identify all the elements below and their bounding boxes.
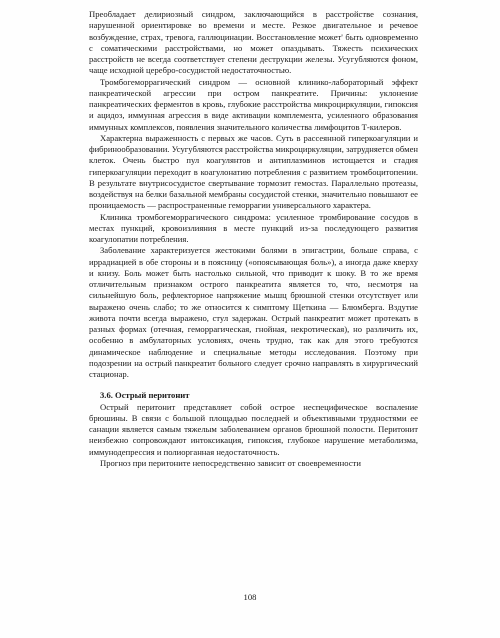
paragraph-syndrome-clinic: Клиника тромбогеморрагического синдрома: усиленное тромбирование сосудов в местах пункций, кровоизлияния в месте пункций из-за последующего развития коагулопатии потребления.	[89, 211, 418, 244]
paragraph-peritonitis-definition: Острый перитонит представляет собой острое неспецифическое воспаление брюшины. В связи с большой площадью последней и объективными трудностями ее санации является самым тяжелым заболеванием органов брюшной полости. Перитонит неизбежно сопровождают интоксикация, гипоксия, глубокое нарушение метаболизма, иммунодепрессия и полиорганная недостаточность.	[89, 401, 418, 457]
paragraph-thrombohemorrhagic-syndrome: Тромбогеморрагический синдром — основной клинико-лабораторный эффект панкреатической агрессии при остром панкреатите. Причины: уклонение панкреатических ферментов в кровь, глубокие расстройства микроциркуляции, гипоксия и ацидоз, иммунная агрессия в виде активации комплемента, усиленного образования иммунных комплексов, появления значительного количества лимфоцитов Т-килеров.	[89, 76, 418, 132]
section-heading: 3.6. Острый перитонит	[100, 390, 190, 401]
page-body	[89, 9, 418, 469]
paragraph-hypercoagulation: Характерна выраженность с первых же часов. Суть в рассеянной гиперкоагуляции и фибринообразовании. Усугубляются расстройства микроциркуляции, затрудняется обмен клеток. Очень быстро пул коагулянтов и антиплазминов истощается и стадия гиперкоагуляции переходит в коагулонатию потребления с развитием тромбоцитопении. В результате внутрисосудистое свертывание тормозит гемостаз. Параллельно протеазы, воздействуя на белки базальной мембраны сосудистой стенки, значительно повышают ее проницаемость — распространенные геморрагии универсального характера.	[89, 132, 418, 211]
paragraph-peritonitis-prognosis: Прогноз при перитоните непосредственно зависит от своевременности	[100, 457, 361, 468]
paragraph-disease-pain: Заболевание характеризуется жестокими болями в эпигастрии, больше справа, с иррадиацией в обе стороны и в поясницу («опоясывающая боль»), а иногда даже кверху и книзу. Боль может быть настолько сильной, что приводит к шоку. В то же время отличительным признаком острого панкреатита является то, что, несмотря на сильнейшую боль, рефлекторное напряжение мышц брюшной стенки отсутствует или выражено очень слабо; то же относится к симптому Щеткина — Блюмберга. Вздутие живота почти всегда выражено, стул задержан. Острый панкреатит может протекать в разных формах (отечная, геморрагическая, гнойная, некротическая), но различить их, особенно в амбулаторных условиях, очень трудно, так как для этого требуются динамическое наблюдение и специальные методы исследования. Поэтому при подозрении на острый панкреатит больного следует срочно направлять в хирургический стационар.	[89, 245, 418, 379]
paragraph-delirium: Преобладает делириозный синдром, заключающийся в расстройстве сознания, нарушенной ориентировке во времени и месте. Резкое двигательное и речевое возбуждение, страх, тревога, галлюцинации. Восстановление может' быть одновременно с соматическими расстройствами, но может опаздывать. Тяжесть психических расстройств не всегда соответствует степени деструкции железы. Усугубляются фоном, чаще исходной церебро-сосудистой недостаточностью.	[89, 9, 418, 76]
page-number: 108	[243, 592, 257, 602]
